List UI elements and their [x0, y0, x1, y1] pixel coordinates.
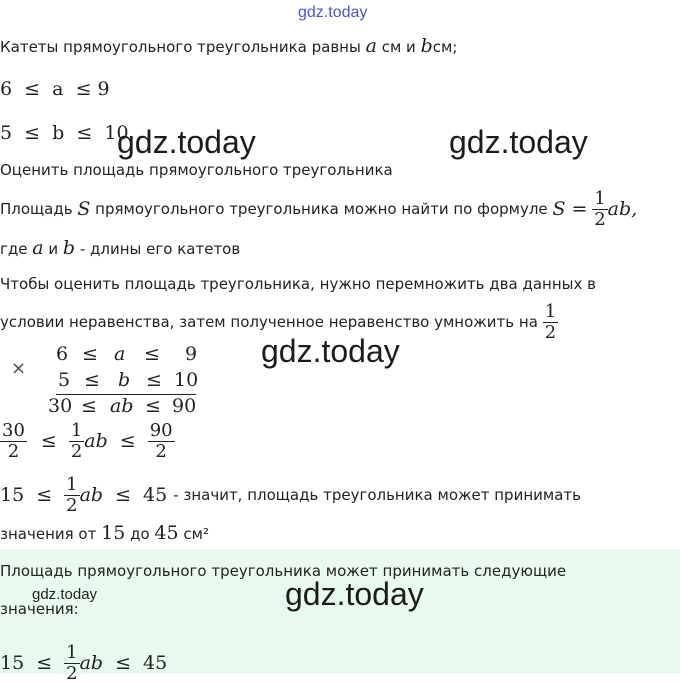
problem-text-mid: см и	[381, 38, 416, 56]
watermark-2: gdz.today	[449, 124, 588, 160]
fraction-half-5: $\frac{1}{2}$	[66, 641, 78, 684]
fraction-half-2: $\frac{1}{2}$	[544, 300, 557, 343]
answer-line-2: значения:	[0, 600, 79, 618]
fraction-30-2: $\frac{30}{2}$	[2, 419, 25, 462]
fraction-half-3: $\frac{1}{2}$	[70, 419, 83, 462]
inequality-a: 6 ≤ a ≤ 9	[0, 78, 110, 100]
answer-inequality: 15 ≤ $\frac{1}{2}$ ab ≤ 45	[0, 641, 168, 684]
times-sign: ×	[11, 358, 27, 379]
problem-statement	[0, 37, 457, 56]
fraction-half-4: $\frac{1}{2}$	[66, 473, 78, 516]
formula-mid: прямоугольного треугольника можно найти по формуле	[95, 200, 548, 218]
top-watermark: gdz.today	[298, 4, 368, 21]
answer-watermark-big: gdz.today	[285, 576, 424, 612]
problem-text-start: Катеты прямоугольного треугольника равны	[0, 38, 361, 56]
watermark-3: gdz.today	[261, 333, 400, 369]
divided-inequality: $\frac{30}{2}$ ≤ $\frac{1}{2}$ ab ≤ $\frac{90}{2}$	[2, 419, 173, 462]
var-a: a	[365, 35, 377, 57]
answer-box	[0, 549, 680, 684]
formula-lhs: S =	[552, 198, 588, 220]
formula-line	[0, 186, 637, 232]
result-line: 15 ≤ $\frac{1}{2}$ ab ≤ 45 - значит, площадь треугольника может принимать	[0, 473, 581, 516]
answer-watermark-small: gdz.today	[32, 586, 98, 603]
explain-line-1: Чтобы оценить площадь треугольника, нужно перемножить два данных в	[0, 275, 596, 293]
formula-intro: Площадь	[0, 200, 73, 218]
fraction-half: $\frac{1}{2}$	[594, 187, 606, 230]
where-line: где a и b - длины его катетов	[0, 237, 241, 259]
values-line: значения от 15 до 45 см²	[0, 522, 209, 544]
var-b: b	[420, 35, 433, 57]
problem-text-end: см;	[432, 38, 458, 56]
inequality-b: 5 ≤ b ≤ 10	[0, 122, 129, 144]
task-text: Оценить площадь прямоугольного треугольника	[0, 161, 393, 179]
var-s: S	[77, 198, 91, 220]
answer-line-1: Площадь прямоугольного треугольника может принимать следующие	[0, 562, 567, 580]
watermark-1: gdz.today	[117, 124, 256, 160]
formula-tail: ab,	[607, 198, 638, 220]
explain-line-2: условии неравенства, затем полученное неравенство умножить на $\frac{1}{2}$	[0, 300, 557, 343]
fraction-90-2: $\frac{90}{2}$	[149, 419, 173, 462]
